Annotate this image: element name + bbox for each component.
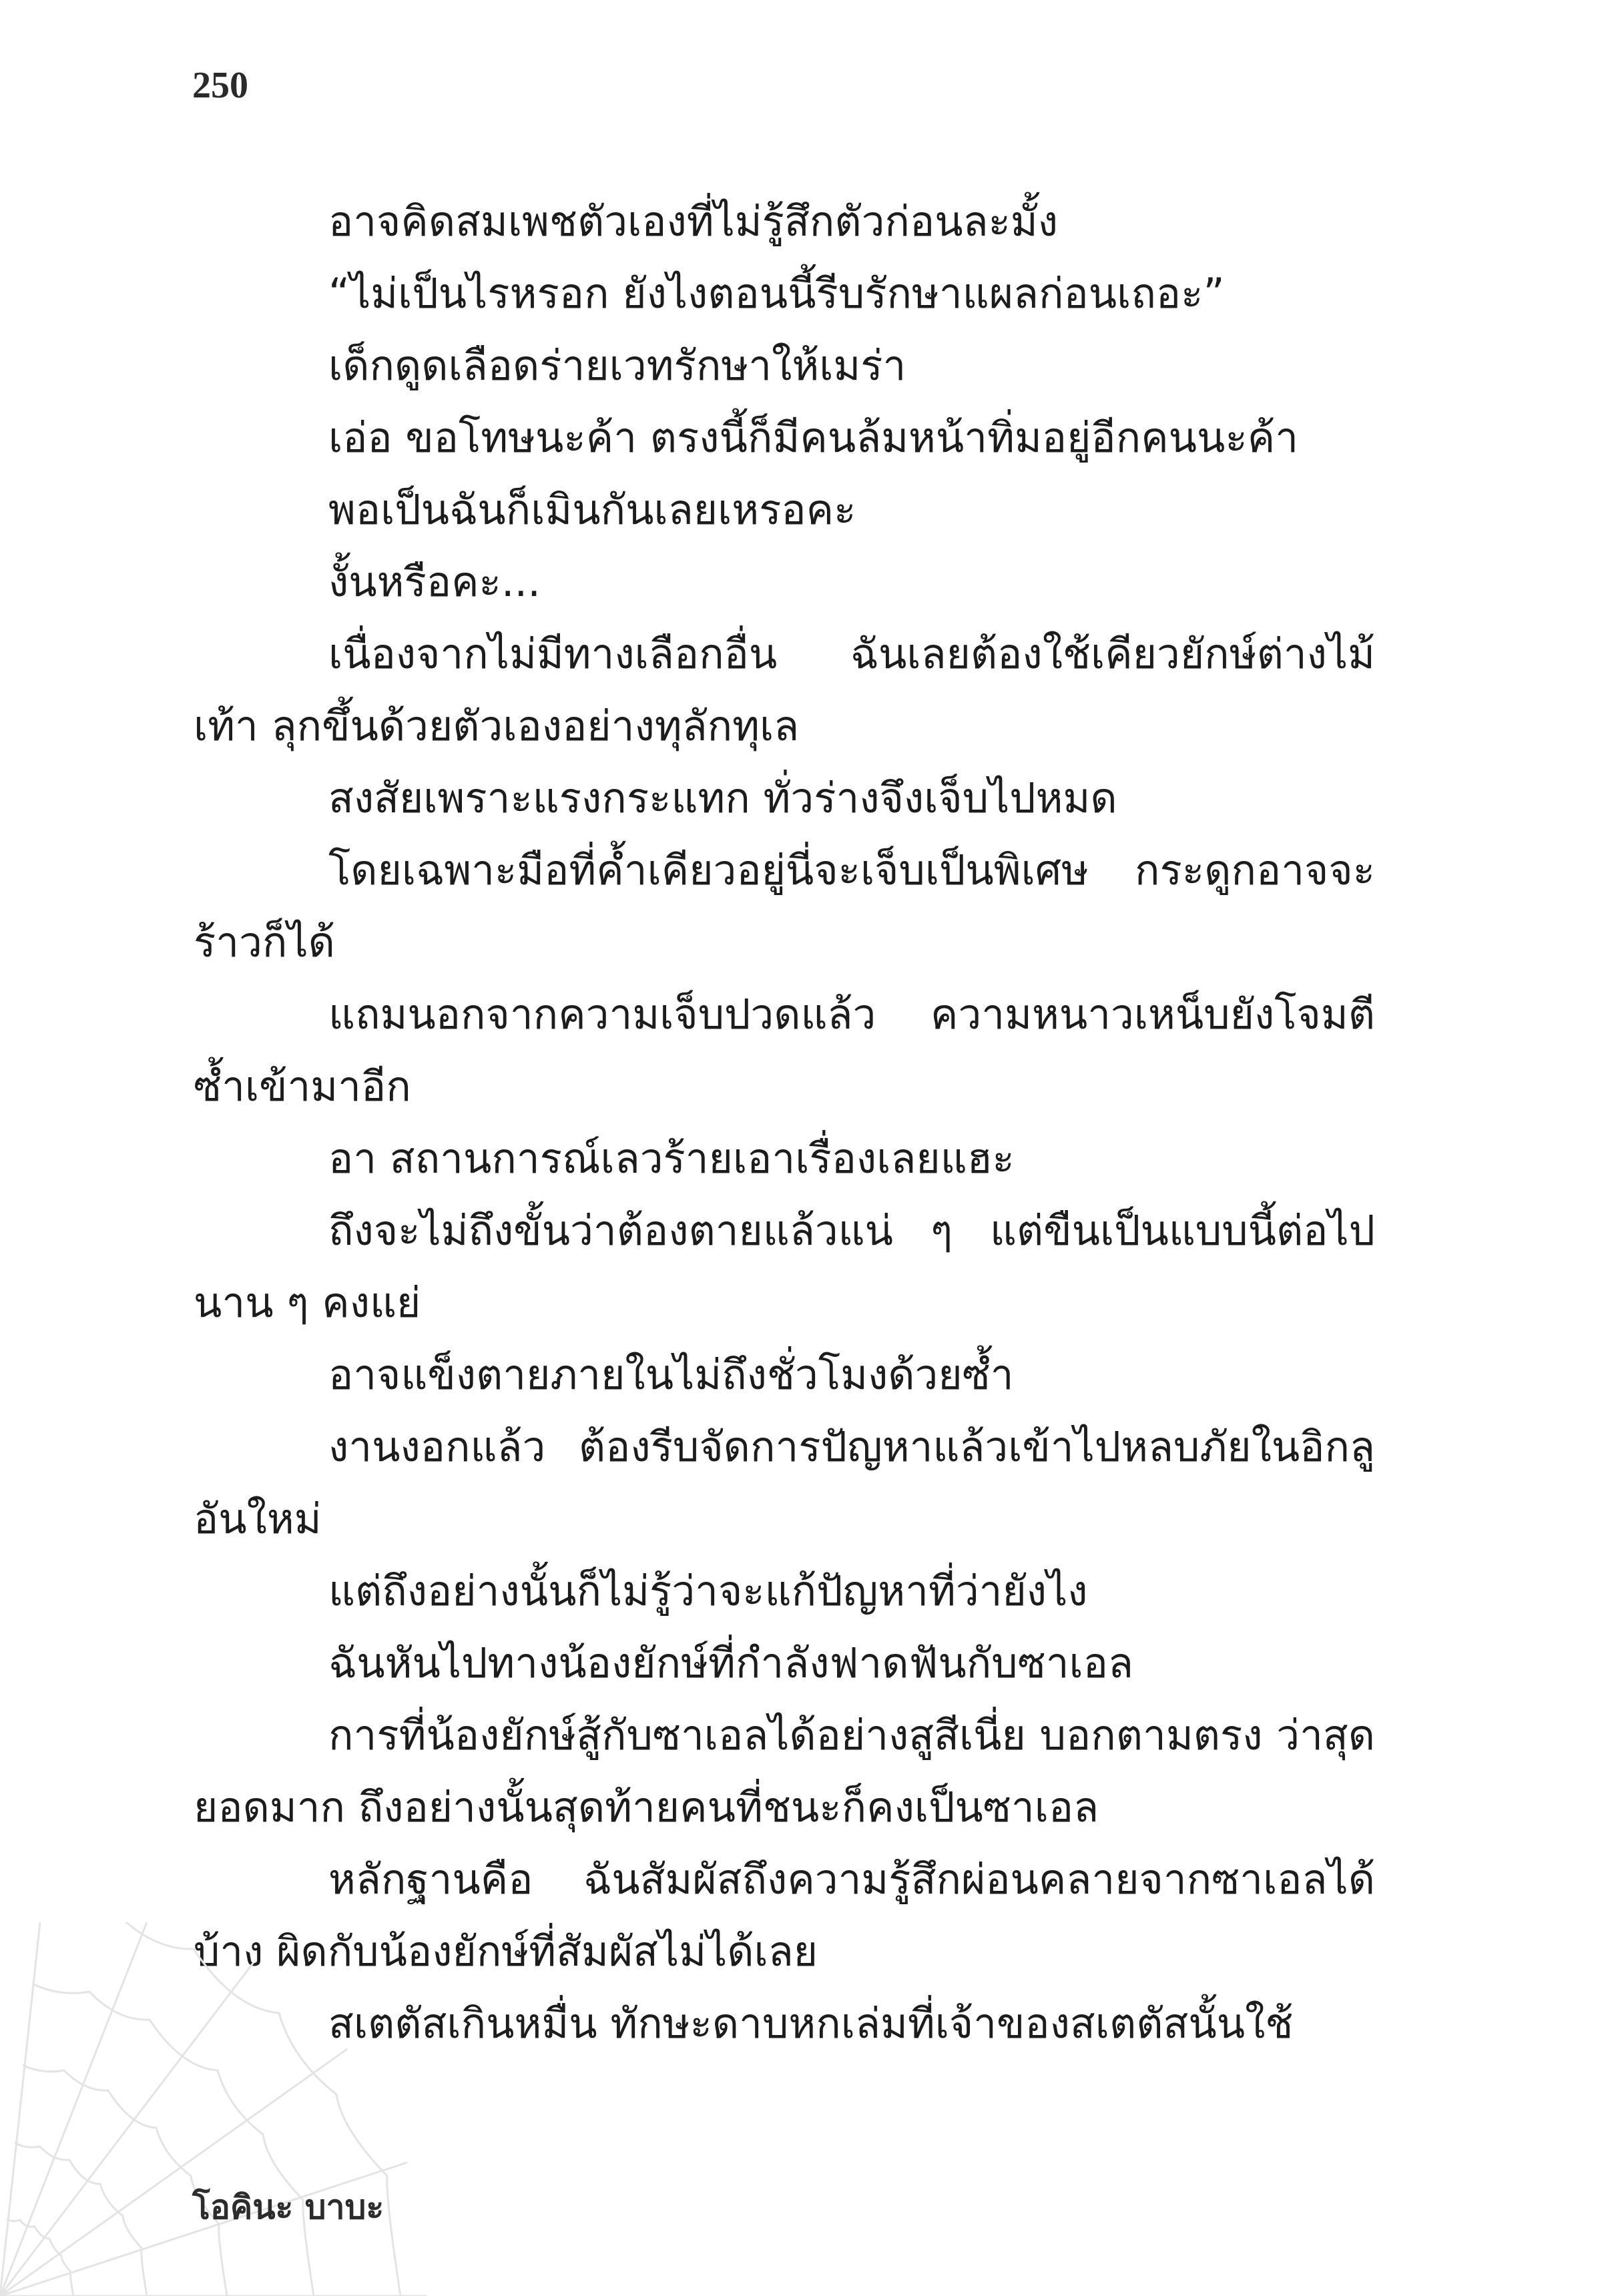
paragraph: “ไม่เป็นไรหรอก ยังไงตอนนี้รีบรักษาแผลก่อนเถอะ” — [328, 269, 1225, 318]
paragraph: การที่น้องยักษ์สู้กับซาเอลได้อย่างสูสีเนี่ย บอกตามตรง ว่าสุดยอดมาก ถึงอย่างนั้นสุดท้ายคนที่ชนะก็คงเป็นซาเอล — [194, 1711, 1375, 1831]
paragraph: สงสัยเพราะแรงกระแทก ทั่วร่างจึงเจ็บไปหมด — [328, 774, 1117, 822]
paragraph: อาจคิดสมเพชตัวเองที่ไม่รู้สึกตัวก่อนละมั้ง — [328, 197, 1059, 246]
body-text — [194, 186, 1375, 2060]
paragraph: เด็กดูดเลือดร่ายเวทรักษาให้เมร่า — [328, 341, 906, 390]
paragraph: ถึงจะไม่ถึงขั้นว่าต้องตายแล้วแน่ ๆ แต่ขืนเป็นแบบนี้ต่อไป นาน ๆ คงแย่ — [194, 1206, 1375, 1327]
paragraph: อาจแข็งตายภายในไม่ถึงชั่วโมงด้วยซ้ำ — [328, 1350, 1014, 1399]
paragraph: แต่ถึงอย่างนั้นก็ไม่รู้ว่าจะแก้ปัญหาที่ว่ายังไง — [328, 1566, 1088, 1615]
paragraph: งั้นหรือคะ... — [328, 557, 541, 606]
page-number: 250 — [192, 65, 248, 106]
paragraph: เนื่องจากไม่มีทางเลือกอื่น ฉันเลยต้องใช้เคียวยักษ์ต่างไม้เท้า ลุกขึ้นด้วยตัวเองอย่างทุลักทุเล — [194, 629, 1375, 750]
paragraph: งานงอกแล้ว ต้องรีบจัดการปัญหาแล้วเข้าไปหลบภัยในอิกลู อันใหม่ — [194, 1422, 1375, 1543]
paragraph: เอ่อ ขอโทษนะค้า ตรงนี้ก็มีคนล้มหน้าทิ่มอยู่อีกคนนะค้า — [328, 413, 1299, 462]
footer-author: โอคินะ บาบะ — [192, 2188, 384, 2227]
paragraph: โดยเฉพาะมือที่ค้ำเคียวอยู่นี่จะเจ็บเป็นพิเศษ กระดูกอาจจะ ร้าวก็ได้ — [194, 846, 1375, 966]
paragraph: ฉันหันไปทางน้องยักษ์ที่กำลังฟาดฟันกับซาเอล — [328, 1639, 1133, 1687]
paragraph: อา สถานการณ์เลวร้ายเอาเรื่องเลยแฮะ — [328, 1134, 1015, 1183]
paragraph: พอเป็นฉันก็เมินกันเลยเหรอคะ — [328, 485, 856, 534]
paragraph: แถมนอกจากความเจ็บปวดแล้ว ความหนาวเหน็บยังโจมตี ซ้ำเข้ามาอีก — [194, 990, 1375, 1111]
spider-web-icon — [0, 1922, 427, 2296]
paragraph: สเตตัสเกินหมื่น ทักษะดาบหกเล่มที่เจ้าของสเตตัสนั้นใช้ — [328, 1999, 1294, 2048]
paragraph: หลักฐานคือ ฉันสัมผัสถึงความรู้สึกผ่อนคลายจากซาเอลได้ บ้าง ผิดกับน้องยักษ์ที่สัมผัสไม่ได้เลย — [194, 1855, 1375, 1976]
